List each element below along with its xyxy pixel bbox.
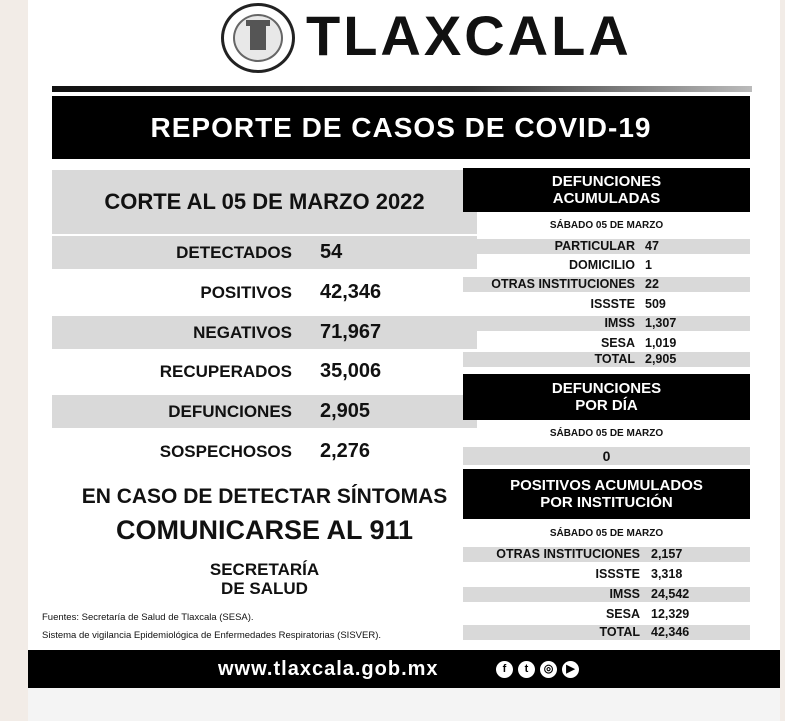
table-row (463, 607, 750, 622)
row-value: 24,542 (651, 587, 690, 601)
header-line: DEFUNCIONES (551, 380, 662, 397)
stat-label: SOSPECHOSOS (159, 442, 292, 461)
header-line: POSITIVOS ACUMULADOS (510, 477, 703, 494)
tlaxcala-seal-logo (221, 3, 295, 73)
stat-value: 2,276 (320, 440, 371, 462)
report-banner: REPORTE DE CASOS DE COVID-19 (52, 96, 750, 159)
table-row (463, 336, 750, 351)
row-value: 3,318 (651, 567, 683, 581)
symptoms-notice: EN CASO DE DETECTAR SÍNTOMAS (81, 485, 448, 508)
row-label: IMSS (609, 587, 640, 601)
row-label: OTRAS INSTITUCIONES (496, 547, 640, 561)
table-row (463, 567, 750, 582)
positivos-por-institucion-header (463, 469, 750, 519)
row-label: TOTAL (599, 625, 640, 639)
stat-row-positivos (52, 276, 477, 309)
instagram-icon[interactable]: ◎ (540, 661, 557, 678)
bottom-margin (28, 688, 780, 721)
cutoff-date: CORTE AL 05 DE MARZO 2022 (52, 170, 477, 234)
facebook-icon[interactable]: f (496, 661, 513, 678)
row-value: 1,307 (645, 316, 677, 330)
report-date: SÁBADO 05 DE MARZO (549, 528, 664, 539)
row-label: DOMICILIO (569, 258, 635, 272)
stat-label: RECUPERADOS (159, 362, 292, 381)
emergency-number: COMUNICARSE AL 911 (115, 515, 414, 545)
row-value: 12,329 (651, 607, 690, 621)
row-label: OTRAS INSTITUCIONES (491, 277, 635, 291)
header-line: POR DÍA (575, 397, 638, 414)
table-row (463, 239, 750, 254)
salud-label: DE SALUD (221, 579, 308, 598)
stat-value: 35,006 (320, 360, 382, 382)
defunciones-acumuladas-header (463, 168, 750, 212)
table-row (463, 297, 750, 312)
stat-label: POSITIVOS (200, 283, 292, 302)
source-note: Fuentes: Secretaría de Salud de Tlaxcala (SESA). (42, 612, 254, 623)
table-row (463, 316, 750, 331)
report-date: SÁBADO 05 DE MARZO (549, 220, 664, 231)
report-date: SÁBADO 05 DE MARZO (549, 428, 664, 439)
header-divider (52, 86, 752, 92)
row-label: SESA (605, 607, 640, 621)
row-value: 509 (645, 297, 666, 311)
stat-label: DEFUNCIONES (168, 402, 292, 421)
table-row-total (463, 352, 750, 367)
stat-row-detectados (52, 236, 477, 269)
daily-deaths-value: 0 (463, 447, 750, 465)
website-link[interactable]: www.tlaxcala.gob.mx (218, 658, 439, 680)
castle-icon (250, 26, 266, 50)
row-value: 2,157 (651, 547, 683, 561)
infographic (28, 0, 780, 721)
table-row-total (463, 625, 750, 640)
table-row (463, 587, 750, 602)
table-row (463, 277, 750, 292)
stat-label: NEGATIVOS (193, 323, 292, 342)
youtube-icon[interactable]: ▶ (562, 661, 579, 678)
header-line: POR INSTITUCIÓN (540, 494, 673, 511)
source-note: Sistema de vigilancia Epidemiológica de Enfermedades Respiratorias (SISVER). (42, 630, 381, 641)
row-value: 42,346 (651, 625, 690, 639)
row-label: TOTAL (594, 352, 635, 366)
row-value: 1,019 (645, 336, 677, 350)
secretaria-label: SECRETARÍA (209, 560, 320, 579)
stat-value: 2,905 (320, 400, 371, 422)
table-row (463, 547, 750, 562)
row-label: ISSSTE (595, 567, 640, 581)
row-value: 47 (645, 239, 659, 253)
twitter-icon[interactable]: t (518, 661, 535, 678)
stat-row-negativos (52, 316, 477, 349)
row-value: 22 (645, 277, 659, 291)
stat-value: 71,967 (320, 321, 382, 343)
row-label: PARTICULAR (554, 239, 635, 253)
seal-emblem (233, 14, 283, 62)
row-label: IMSS (604, 316, 635, 330)
stat-label: DETECTADOS (176, 243, 292, 262)
row-label: ISSSTE (590, 297, 635, 311)
page-title: TLAXCALA (306, 4, 632, 67)
row-label: SESA (600, 336, 635, 350)
stat-row-defunciones (52, 395, 477, 428)
stat-value: 54 (320, 241, 343, 263)
footer-bar (28, 650, 780, 688)
row-value: 1 (645, 258, 652, 272)
table-row (463, 258, 750, 273)
stat-row-sospechosos (52, 435, 477, 468)
stat-value: 42,346 (320, 281, 382, 303)
header-line: ACUMULADAS (552, 190, 661, 207)
header-line: DEFUNCIONES (551, 173, 662, 190)
stat-row-recuperados (52, 355, 477, 388)
row-value: 2,905 (645, 352, 677, 366)
defunciones-por-dia-header (463, 374, 750, 420)
